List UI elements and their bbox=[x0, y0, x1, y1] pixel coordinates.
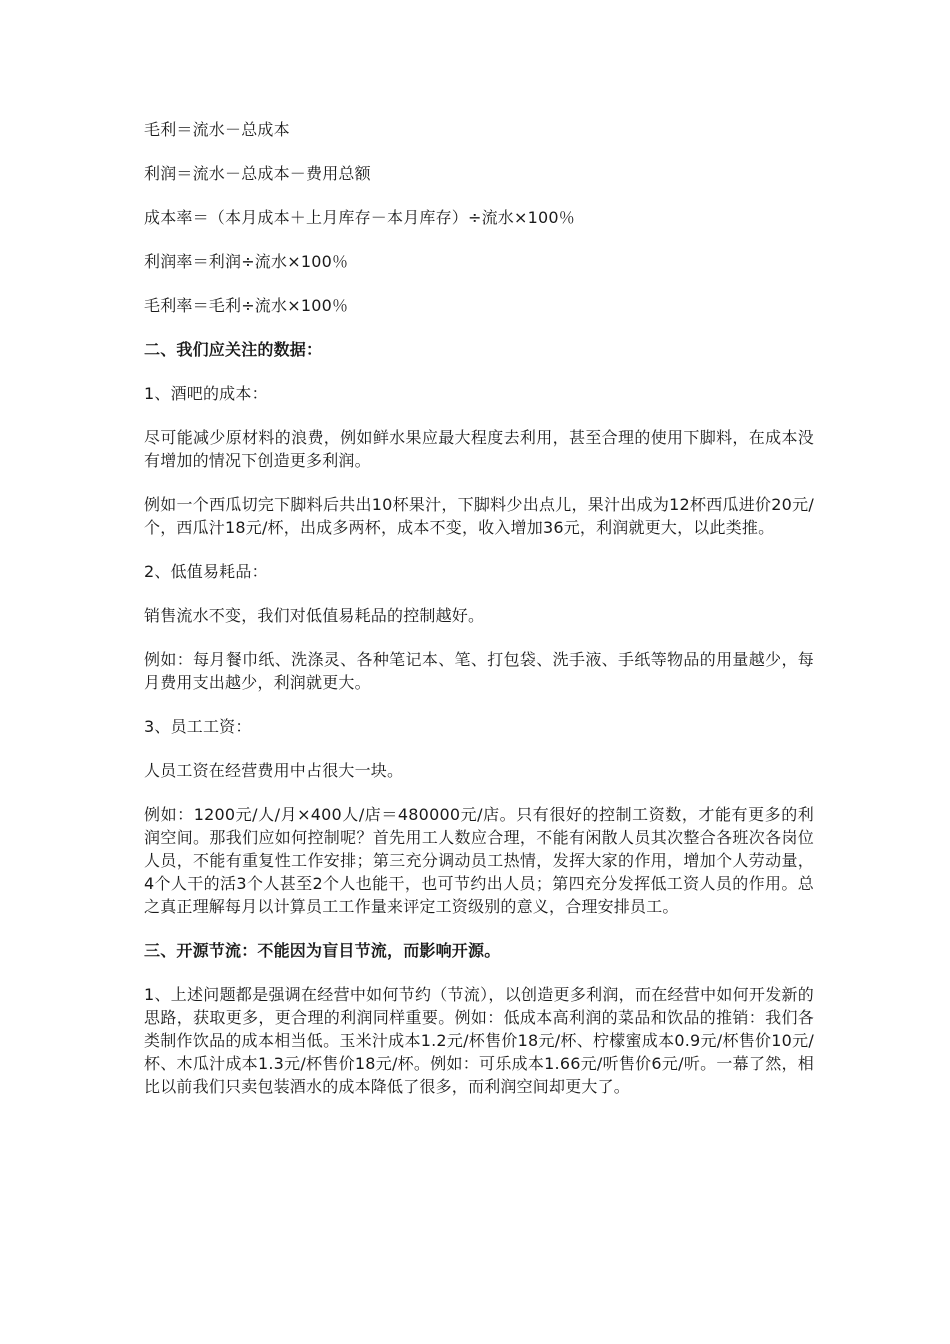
item-2-paragraph-1: 销售流水不变，我们对低值易耗品的控制越好。 bbox=[144, 606, 485, 625]
section-3-heading: 三、开源节流：不能因为盲目节流，而影响开源。 bbox=[144, 941, 501, 960]
section-2-heading: 二、我们应关注的数据： bbox=[144, 340, 323, 359]
item-3-paragraph-2: 例如：1200元/人/月×400人/店＝480000元/店。只有很好的控制工资数，才能有更多的利润空间。那我们应如何控制呢？首先用工人数应合理，不能有闲散人员其次整合各班次各岗位人员，不能有重复性工作安排；第三充分调动员工热情，发挥大家的作用，增加个人劳动量，4个人干的活3个人甚至2个人也能干，也可节约出人员；第四充分发挥低工资人员的作用。总之真正理解每月以计算员工工作量来评定工资级别的意义，合理安排员工。 bbox=[144, 805, 814, 916]
section-3-paragraph-1: 1、上述问题都是强调在经营中如何节约（节流），以创造更多利润，而在经营中如何开发新的思路，获取更多，更合理的利润同样重要。例如：低成本高利润的菜品和饮品的推销：我们各类制作饮品的成本相当低。玉米汁成本1.2元/杯售价18元/杯、柠檬蜜成本0.9元/杯售价10元/杯、木瓜汁成本1.3元/杯售价18元/杯。例如：可乐成本1.66元/听售价6元/听。一幕了然，相比以前我们只卖包装酒水的成本降低了很多，而利润空间却更大了。 bbox=[144, 985, 814, 1096]
item-2-paragraph-2: 例如：每月餐巾纸、洗涤灵、各种笔记本、笔、打包袋、洗手液、手纸等物品的用量越少，每月费用支出越少，利润就更大。 bbox=[144, 650, 814, 692]
item-3-title: 3、员工工资： bbox=[144, 717, 252, 736]
formula-profit: 利润＝流水－总成本－费用总额 bbox=[144, 164, 371, 183]
item-1-paragraph-2: 例如一个西瓜切完下脚料后共出10杯果汁，下脚料少出点儿，果汁出成为12杯西瓜进价20元/个，西瓜汁18元/杯，出成多两杯，成本不变，收入增加36元，利润就更大，以此类推。 bbox=[144, 495, 814, 537]
formula-cost-rate: 成本率＝（本月成本＋上月库存－本月库存）÷流水×100％ bbox=[144, 208, 575, 227]
item-1-title: 1、酒吧的成本： bbox=[144, 384, 268, 403]
item-3-paragraph-1: 人员工资在经营费用中占很大一块。 bbox=[144, 761, 404, 780]
formula-gross-profit: 毛利＝流水－总成本 bbox=[144, 120, 290, 139]
formula-profit-rate: 利润率＝利润÷流水×100％ bbox=[144, 252, 349, 271]
item-2-title: 2、低值易耗品： bbox=[144, 562, 268, 581]
formula-gross-margin: 毛利率＝毛利÷流水×100％ bbox=[144, 296, 349, 315]
document-page bbox=[144, 118, 814, 1119]
item-1-paragraph-1: 尽可能减少原材料的浪费，例如鲜水果应最大程度去利用，甚至合理的使用下脚料，在成本没有增加的情况下创造更多利润。 bbox=[144, 428, 814, 470]
